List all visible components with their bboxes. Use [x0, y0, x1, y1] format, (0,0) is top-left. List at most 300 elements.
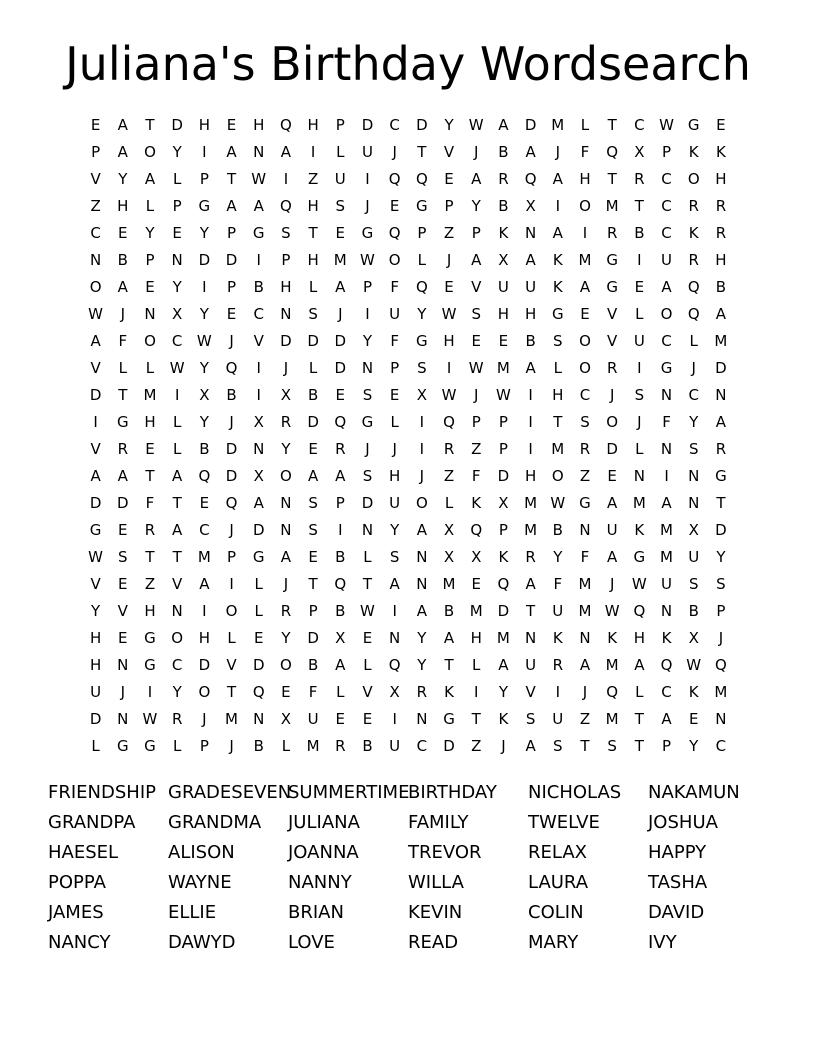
grid-cell: S [553, 737, 563, 755]
grid-cell: T [118, 386, 128, 404]
grid-row [82, 193, 735, 220]
grid-cell: L [172, 440, 182, 458]
grid-cell: E [389, 197, 400, 215]
grid-cell: Y [281, 440, 291, 458]
grid-cell: N [361, 521, 374, 539]
grid-cell: G [606, 278, 618, 296]
grid-cell: E [172, 224, 182, 242]
grid-cell: L [118, 359, 127, 377]
grid-cell: K [552, 629, 563, 647]
grid-cell: M [605, 656, 619, 674]
grid-cell: G [116, 737, 129, 755]
grid-cell: N [688, 494, 700, 512]
grid-cell: L [227, 629, 236, 647]
grid-cell: C [171, 656, 183, 674]
grid-cell: X [443, 548, 455, 566]
grid-cell: D [307, 413, 319, 431]
grid-cell: R [579, 440, 591, 458]
grid-cell: V [90, 440, 101, 458]
grid-cell: Z [579, 710, 591, 728]
grid-cell: Y [199, 359, 209, 377]
grid-cell: I [256, 386, 261, 404]
word-list-item: JAMES [48, 902, 104, 923]
grid-cell: G [416, 197, 428, 215]
grid-cell: T [634, 710, 644, 728]
grid-cell: I [637, 359, 642, 377]
grid-row [82, 220, 735, 247]
grid-cell: A [661, 494, 672, 512]
grid-cell: L [336, 143, 345, 161]
grid-cell: R [606, 359, 618, 377]
grid-cell: L [336, 683, 345, 701]
grid-cell: L [254, 575, 263, 593]
word-list-item: TWELVE [528, 812, 600, 833]
grid-cell: K [498, 548, 509, 566]
grid-cell: L [580, 116, 590, 134]
grid-cell: A [280, 143, 292, 161]
grid-cell: N [660, 440, 673, 458]
word-list-item: LOVE [288, 932, 335, 953]
grid-cell: O [225, 602, 238, 620]
word-list [48, 778, 768, 958]
grid-cell: E [118, 224, 128, 242]
word-list-row [48, 808, 768, 838]
grid-cell: O [171, 629, 184, 647]
grid-cell: D [361, 116, 374, 134]
grid-cell: A [579, 278, 591, 296]
grid-cell: X [172, 305, 183, 323]
grid-cell: E [118, 629, 128, 647]
grid-cell: X [498, 494, 509, 512]
grid-cell: C [171, 332, 183, 350]
grid-row [82, 571, 735, 598]
grid-cell: K [552, 278, 563, 296]
grid-cell: A [117, 143, 128, 161]
grid-cell: T [526, 602, 536, 620]
grid-cell: E [607, 467, 617, 485]
word-list-item: DAWYD [168, 932, 236, 953]
grid-cell: Y [145, 224, 155, 242]
grid-cell: H [524, 305, 537, 323]
grid-cell: J [419, 467, 425, 485]
grid-cell: Y [199, 305, 209, 323]
grid-cell: X [280, 386, 292, 404]
grid-cell: V [90, 170, 101, 188]
grid-cell: P [716, 602, 726, 620]
grid-cell: Y [471, 197, 481, 215]
grid-cell: N [253, 143, 265, 161]
grid-cell: X [525, 197, 536, 215]
grid-cell: Q [497, 575, 510, 593]
grid-cell: Q [524, 170, 537, 188]
grid-cell: S [607, 737, 617, 755]
grid-cell: I [446, 359, 452, 377]
grid-cell: L [635, 440, 644, 458]
grid-cell: D [334, 332, 347, 350]
word-list-item: BIRTHDAY [408, 782, 497, 803]
word-list-item: NANCY [48, 932, 111, 953]
grid-cell: T [444, 656, 454, 674]
grid-cell: D [252, 521, 265, 539]
grid-row [82, 544, 735, 571]
grid-cell: N [117, 710, 129, 728]
grid-cell: D [497, 602, 510, 620]
grid-cell: N [416, 710, 428, 728]
grid-cell: O [89, 278, 102, 296]
grid-cell: M [442, 575, 456, 593]
grid-cell: U [90, 683, 102, 701]
grid-cell: A [552, 224, 563, 242]
word-list-item: NANNY [288, 872, 352, 893]
grid-cell: Y [417, 656, 427, 674]
grid-cell: A [607, 548, 618, 566]
grid-cell: J [392, 440, 397, 458]
grid-cell: T [226, 683, 237, 701]
grid-cell: H [715, 170, 727, 188]
grid-cell: O [579, 197, 591, 215]
grid-row [82, 733, 735, 760]
grid-cell: G [361, 224, 374, 242]
grid-cell: Q [606, 143, 619, 161]
grid-cell: G [633, 548, 646, 566]
grid-cell: J [229, 521, 234, 539]
grid-cell: D [198, 656, 211, 674]
grid-cell: W [142, 710, 158, 728]
grid-cell: C [416, 737, 428, 755]
grid-cell: U [633, 332, 645, 350]
grid-cell: A [144, 170, 156, 188]
grid-cell: F [471, 467, 481, 485]
grid-cell: H [144, 413, 156, 431]
grid-cell: M [469, 602, 483, 620]
grid-cell: I [256, 359, 261, 377]
letter-grid [82, 112, 735, 760]
grid-cell: H [470, 629, 482, 647]
grid-cell: S [716, 575, 726, 593]
grid-cell: R [606, 224, 618, 242]
grid-cell: N [715, 386, 727, 404]
grid-cell: L [308, 359, 318, 377]
grid-cell: W [441, 386, 457, 404]
grid-cell: K [688, 224, 699, 242]
grid-cell: E [281, 683, 291, 701]
grid-cell: R [443, 440, 455, 458]
grid-cell: T [145, 548, 155, 566]
grid-cell: M [578, 251, 592, 269]
grid-cell: S [417, 359, 427, 377]
grid-cell: X [253, 467, 264, 485]
grid-cell: P [362, 278, 372, 296]
grid-row [82, 517, 735, 544]
grid-cell: R [552, 656, 563, 674]
grid-cell: N [579, 521, 591, 539]
grid-cell: N [715, 710, 727, 728]
grid-cell: T [226, 170, 237, 188]
grid-cell: S [281, 224, 291, 242]
grid-cell: D [89, 494, 102, 512]
word-list-item: GRADESEVEN [168, 782, 292, 803]
grid-cell: Q [606, 683, 619, 701]
grid-cell: A [117, 278, 128, 296]
grid-row [82, 436, 735, 463]
grid-cell: M [660, 548, 673, 566]
grid-cell: T [634, 737, 644, 755]
grid-row [82, 382, 735, 409]
grid-cell: L [635, 683, 644, 701]
grid-cell: I [229, 575, 234, 593]
grid-cell: J [283, 359, 289, 377]
grid-cell: W [631, 575, 647, 593]
grid-cell: N [579, 629, 591, 647]
word-list-item: LAURA [528, 872, 589, 893]
grid-cell: R [715, 224, 727, 242]
grid-cell: Q [633, 602, 646, 620]
grid-cell: T [716, 494, 726, 512]
grid-cell: M [605, 710, 619, 728]
grid-cell: X [688, 521, 699, 539]
word-list-item: FAMILY [408, 812, 469, 833]
word-list-item: READ [408, 932, 459, 953]
grid-cell: J [582, 683, 588, 701]
grid-cell: I [474, 683, 479, 701]
grid-cell: E [199, 494, 210, 512]
grid-cell: K [688, 143, 699, 161]
grid-cell: A [226, 197, 237, 215]
grid-cell: Q [715, 656, 727, 674]
word-list-item: TASHA [648, 872, 708, 893]
grid-cell: O [415, 494, 428, 512]
grid-cell: M [496, 359, 510, 377]
grid-cell: M [524, 494, 538, 512]
grid-cell: S [308, 521, 318, 539]
grid-cell: T [145, 467, 155, 485]
word-list-item: IVY [648, 932, 677, 953]
word-list-item: GRANDMA [168, 812, 262, 833]
grid-cell: N [253, 710, 265, 728]
grid-cell: G [715, 467, 727, 485]
grid-cell: X [335, 629, 346, 647]
grid-cell: E [389, 386, 400, 404]
grid-cell: J [283, 575, 289, 593]
grid-cell: J [637, 413, 642, 431]
grid-cell: V [90, 575, 101, 593]
grid-cell: A [335, 467, 346, 485]
grid-cell: N [688, 467, 700, 485]
grid-cell: I [310, 143, 316, 161]
grid-cell: R [416, 683, 428, 701]
grid-cell: P [498, 521, 508, 539]
grid-cell: D [225, 440, 238, 458]
grid-cell: A [226, 143, 237, 161]
grid-cell: Q [388, 656, 401, 674]
grid-cell: R [144, 521, 156, 539]
grid-cell: Q [415, 170, 428, 188]
grid-cell: I [283, 170, 289, 188]
grid-cell: C [90, 224, 101, 242]
word-list-item: TREVOR [408, 842, 482, 863]
grid-cell: I [338, 521, 343, 539]
grid-cell: I [392, 602, 397, 620]
grid-cell: Q [334, 413, 347, 431]
grid-cell: F [662, 413, 671, 431]
grid-cell: D [280, 332, 292, 350]
grid-cell: X [471, 548, 482, 566]
grid-cell: E [118, 521, 128, 539]
grid-cell: S [362, 467, 373, 485]
grid-cell: P [335, 494, 345, 512]
grid-cell: A [335, 656, 346, 674]
grid-cell: Z [579, 467, 591, 485]
grid-cell: T [471, 710, 481, 728]
grid-cell: I [528, 413, 533, 431]
grid-cell: J [474, 386, 479, 404]
grid-cell: T [553, 413, 563, 431]
grid-cell: A [172, 521, 183, 539]
grid-row [82, 409, 735, 436]
grid-cell: I [555, 197, 560, 215]
grid-cell: R [498, 170, 509, 188]
grid-cell: R [634, 170, 645, 188]
grid-cell: P [390, 359, 400, 377]
grid-cell: A [172, 467, 183, 485]
word-list-item: BRIAN [288, 902, 344, 923]
grid-cell: K [661, 629, 672, 647]
grid-cell: G [144, 737, 156, 755]
grid-cell: V [117, 602, 128, 620]
grid-cell: Q [415, 278, 428, 296]
grid-cell: Y [689, 413, 699, 431]
grid-cell: X [688, 629, 699, 647]
grid-cell: T [172, 494, 182, 512]
grid-cell: Z [90, 197, 101, 215]
grid-cell: J [501, 737, 506, 755]
grid-cell: S [389, 548, 400, 566]
grid-cell: P [498, 413, 508, 431]
grid-cell: H [307, 116, 319, 134]
grid-cell: N [660, 602, 673, 620]
grid-cell: H [198, 629, 210, 647]
word-list-item: HAPPY [648, 842, 707, 863]
grid-cell: G [687, 116, 700, 134]
grid-cell: S [308, 494, 318, 512]
grid-cell: R [715, 197, 727, 215]
grid-row [82, 328, 735, 355]
grid-cell: Q [252, 683, 265, 701]
grid-cell: Y [199, 224, 209, 242]
grid-cell: M [333, 251, 347, 269]
word-list-item: ELLIE [168, 902, 217, 923]
grid-cell: D [252, 656, 265, 674]
grid-cell: H [579, 170, 591, 188]
grid-cell: A [117, 467, 128, 485]
grid-cell: H [89, 656, 102, 674]
grid-cell: K [607, 629, 618, 647]
grid-cell: L [553, 359, 562, 377]
grid-cell: L [145, 359, 155, 377]
grid-cell: C [253, 305, 264, 323]
grid-cell: H [198, 116, 210, 134]
grid-cell: U [606, 521, 618, 539]
grid-cell: T [607, 116, 617, 134]
grid-cell: R [688, 197, 699, 215]
grid-cell: Q [660, 656, 673, 674]
grid-cell: I [392, 710, 397, 728]
grid-cell: S [688, 575, 699, 593]
grid-cell: A [525, 737, 536, 755]
grid-cell: H [253, 116, 265, 134]
grid-cell: N [171, 602, 183, 620]
grid-cell: J [120, 305, 125, 323]
grid-cell: A [90, 332, 101, 350]
grid-cell: J [120, 683, 125, 701]
grid-cell: A [335, 278, 346, 296]
grid-cell: V [471, 278, 482, 296]
grid-cell: M [551, 440, 565, 458]
grid-cell: I [637, 251, 642, 269]
grid-cell: M [551, 116, 565, 134]
grid-cell: K [552, 251, 563, 269]
grid-cell: Y [390, 521, 400, 539]
grid-cell: B [307, 386, 319, 404]
grid-cell: I [93, 413, 98, 431]
grid-cell: G [443, 710, 455, 728]
grid-row [82, 625, 735, 652]
grid-cell: A [498, 116, 509, 134]
grid-cell: L [444, 494, 454, 512]
grid-cell: W [88, 305, 104, 323]
grid-row [82, 652, 735, 679]
grid-cell: F [118, 332, 128, 350]
grid-row [82, 274, 735, 301]
grid-cell: R [171, 710, 183, 728]
grid-cell: Z [443, 467, 455, 485]
grid-cell: L [172, 170, 182, 188]
grid-cell: V [172, 575, 183, 593]
grid-cell: A [389, 575, 400, 593]
word-list-item: FRIENDSHIP [48, 782, 156, 803]
grid-cell: J [691, 359, 696, 377]
grid-cell: P [444, 197, 454, 215]
grid-cell: M [605, 197, 619, 215]
grid-cell: P [145, 251, 155, 269]
grid-cell: A [471, 251, 482, 269]
grid-cell: X [389, 683, 400, 701]
grid-cell: U [552, 602, 564, 620]
grid-cell: B [307, 656, 319, 674]
grid-cell: C [389, 116, 400, 134]
grid-cell: Y [689, 737, 699, 755]
grid-cell: E [90, 116, 101, 134]
grid-cell: C [661, 197, 672, 215]
grid-cell: S [525, 710, 536, 728]
grid-cell: G [579, 494, 591, 512]
grid-cell: O [198, 683, 211, 701]
grid-cell: N [633, 467, 645, 485]
grid-row [82, 112, 735, 139]
grid-row [82, 247, 735, 274]
grid-cell: I [419, 440, 425, 458]
grid-cell: B [335, 602, 346, 620]
grid-cell: A [471, 170, 482, 188]
grid-cell: B [715, 278, 727, 296]
grid-cell: E [444, 170, 454, 188]
grid-cell: V [525, 683, 536, 701]
grid-cell: O [280, 656, 292, 674]
grid-cell: V [443, 143, 455, 161]
grid-cell: I [256, 251, 261, 269]
grid-cell: U [389, 494, 401, 512]
grid-cell: P [91, 143, 101, 161]
